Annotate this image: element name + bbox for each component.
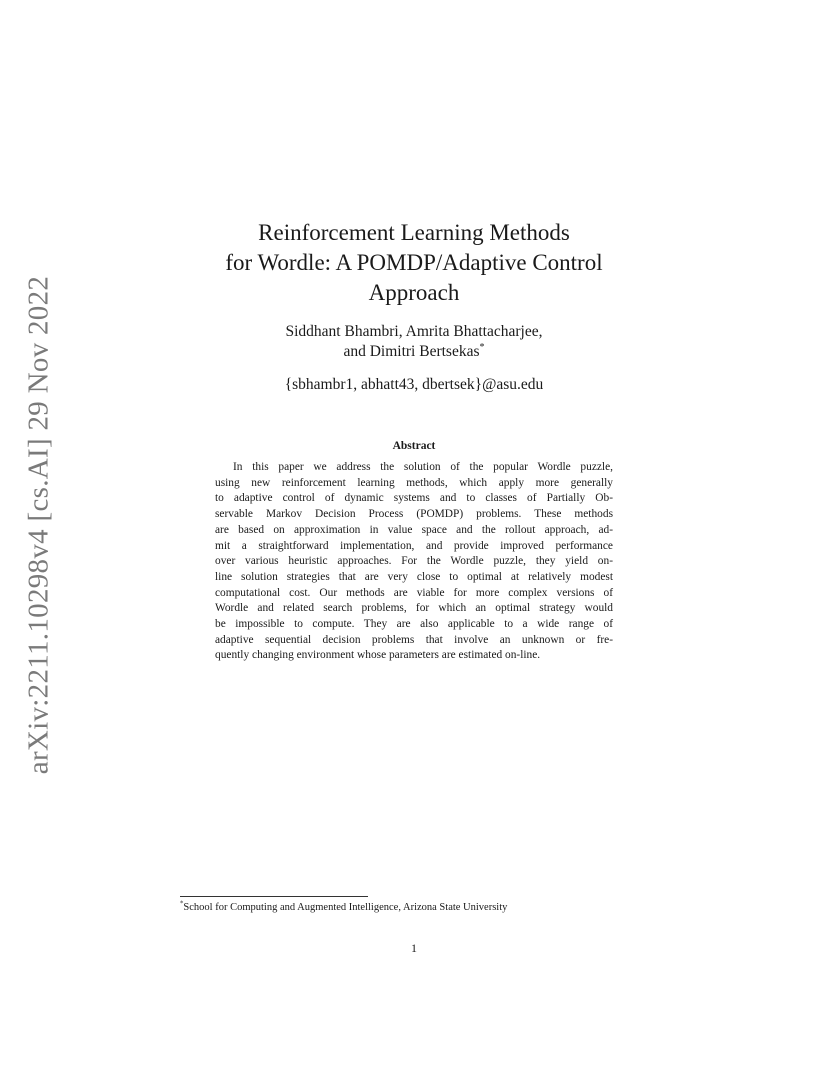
abstract-line: mit a straightforward implementation, and provide improved performance bbox=[215, 539, 613, 552]
abstract-line: are based on approximation in value space and the rollout approach, ad- bbox=[215, 523, 613, 536]
author-line-text: and Dimitri Bertsekas bbox=[343, 343, 480, 360]
abstract-body bbox=[215, 460, 613, 664]
footnote-mark: * bbox=[180, 900, 184, 908]
author-footnote-mark: * bbox=[479, 341, 485, 353]
abstract-line: be impossible to compute. They are also applicable to a wide range of bbox=[215, 618, 613, 631]
author-emails: {sbhambr1, abhatt43, dbertsek}@asu.edu bbox=[284, 376, 544, 393]
author-line bbox=[200, 342, 628, 362]
footnote-text: School for Computing and Augmented Intelligence, Arizona State University bbox=[183, 902, 508, 913]
paper-title bbox=[150, 218, 678, 308]
abstract-line: servable Markov Decision Process (POMDP) problems. These methods bbox=[215, 508, 613, 521]
abstract-line: over various heuristic approaches. For the Wordle puzzle, they yield on- bbox=[215, 555, 613, 568]
footnote-divider bbox=[180, 896, 368, 897]
arxiv-stamp bbox=[0, 0, 64, 1072]
affiliation-footnote bbox=[180, 901, 650, 915]
page-number: 1 bbox=[411, 941, 417, 955]
abstract-line: line solution strategies that are very close to optimal at relatively modest bbox=[215, 570, 613, 583]
abstract-line: quently changing environment whose parameters are estimated on-line. bbox=[215, 649, 541, 662]
title-line: for Wordle: A POMDP/Adaptive Control bbox=[225, 250, 603, 275]
abstract-line: to adaptive control of dynamic systems and to classes of Partially Ob- bbox=[215, 492, 613, 505]
abstract-line: adaptive sequential decision problems that involve an unknown or fre- bbox=[215, 633, 613, 646]
abstract-line: computational cost. Our methods are viable for more complex versions of bbox=[215, 586, 613, 599]
author-line: Siddhant Bhambri, Amrita Bhattacharjee, bbox=[285, 323, 543, 340]
arxiv-identifier[interactable]: arXiv:2211.10298v4 [cs.AI] 29 Nov 2022 bbox=[22, 275, 55, 775]
abstract-line: using new reinforcement learning methods, which apply more generally bbox=[215, 476, 613, 489]
author-list bbox=[200, 322, 628, 362]
abstract-heading: Abstract bbox=[392, 440, 436, 452]
title-line: Reinforcement Learning Methods bbox=[258, 220, 570, 245]
abstract-line: In this paper we address the solution of the popular Wordle puzzle, bbox=[233, 461, 613, 473]
abstract-line: Wordle and related search problems, for which an optimal strategy would bbox=[215, 602, 613, 615]
title-line: Approach bbox=[368, 280, 460, 305]
